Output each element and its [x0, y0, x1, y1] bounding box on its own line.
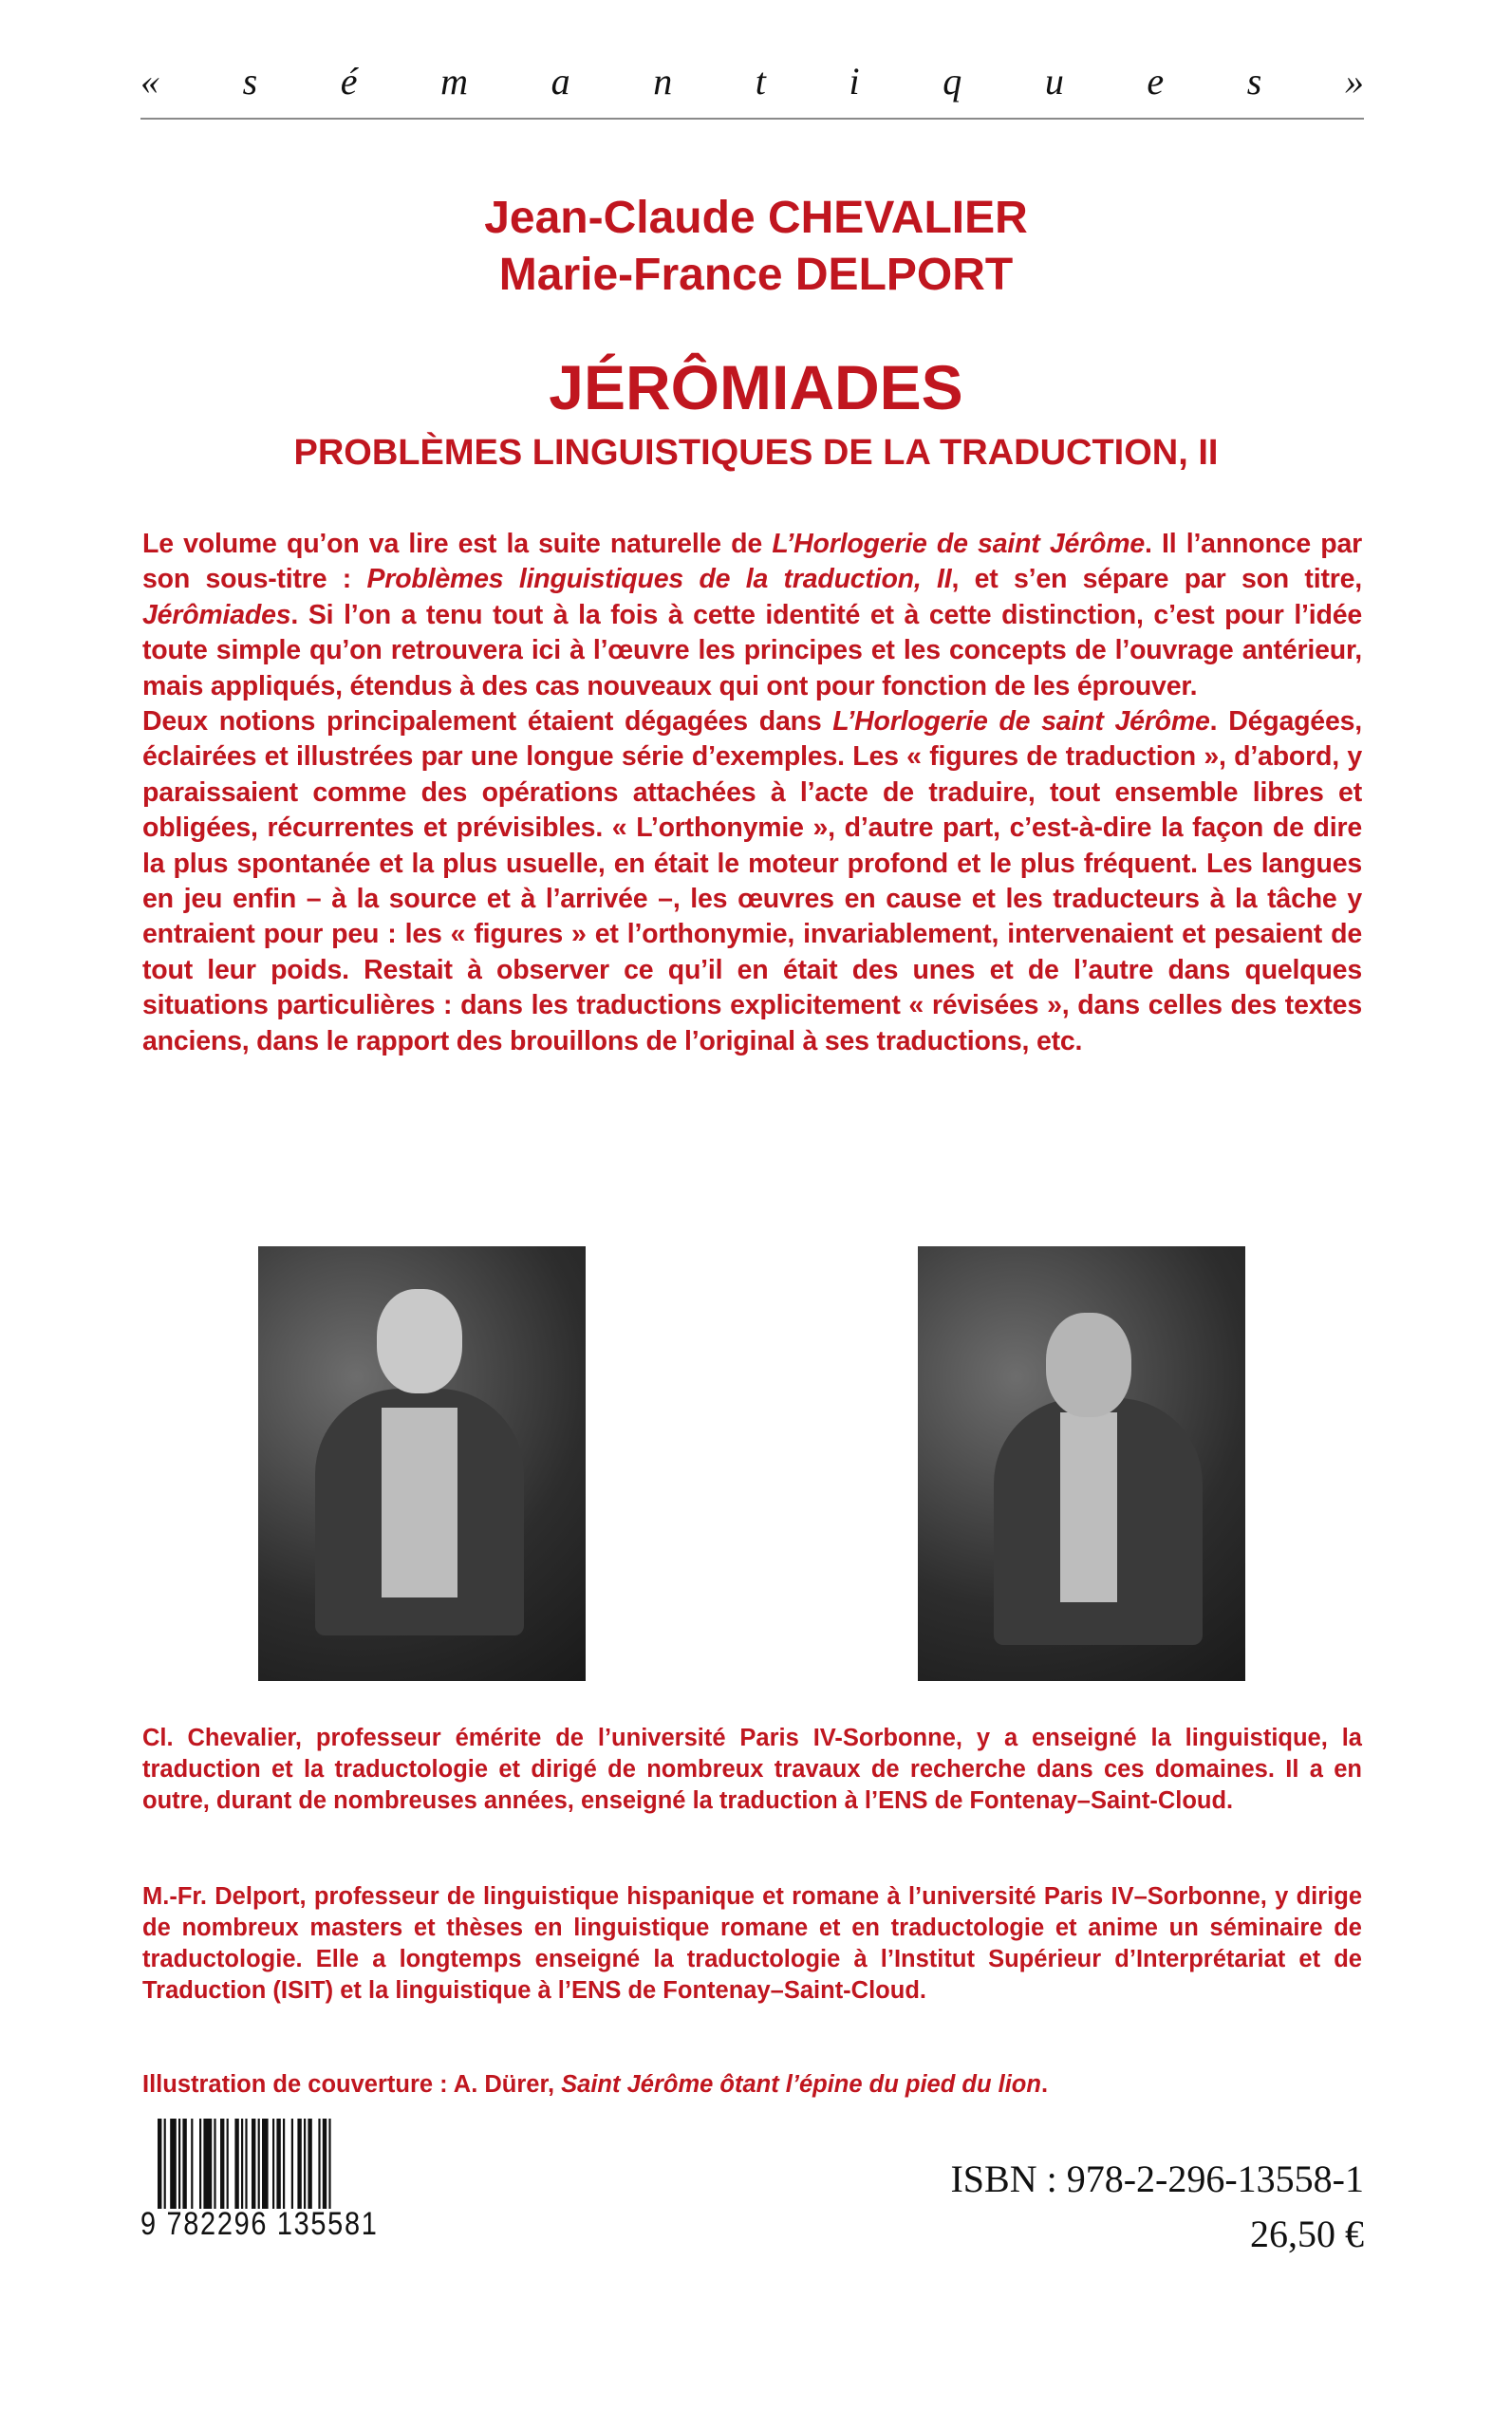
barcode-digits: 9 782296 135581	[140, 2206, 379, 2242]
barcode-bar	[323, 2119, 327, 2209]
blurb-title-ref: Problèmes linguistiques de la traduction, II	[366, 564, 952, 595]
barcode-bar	[252, 2119, 255, 2209]
series-letter: é	[340, 60, 358, 103]
barcode-bar	[178, 2119, 180, 2209]
barcode-bar	[297, 2119, 301, 2209]
blurb-text: . Si l’on a tenu tout à la fois à cette identité et à cette distinction, c’est pour l’idée toute simple qu’on retrouvera ici à l’œuvre les principes et les concepts de l’ouvrage antérieur, mais appliqués, étendus à des cas nouveaux qui ont pour fonction de les éprouver.	[142, 599, 1362, 701]
barcode-bar	[304, 2119, 306, 2209]
series-letter: a	[551, 60, 570, 103]
barcode-bar	[262, 2119, 269, 2209]
blurb-paragraph	[142, 704, 1362, 1059]
author-photo-chevalier	[258, 1246, 586, 1681]
author-2: Marie-France DELPORT	[498, 250, 1014, 300]
isbn: ISBN : 978-2-296-13558-1	[950, 2158, 1364, 2200]
blurb-title-ref: L’Horlogerie de saint Jérôme	[772, 529, 1146, 559]
cover-illustration-credit	[142, 2069, 1048, 2101]
credit-work: Saint Jérôme ôtant l’épine du pied du lion	[561, 2071, 1041, 2098]
blurb-text: Deux notions principalement étaient dégagées dans	[142, 706, 833, 738]
book-subtitle: PROBLÈMES LINGUISTIQUES DE LA TRADUCTION, II	[293, 433, 1219, 473]
blurb-title-ref: Jérômiades	[142, 599, 291, 630]
header-rule	[140, 118, 1364, 120]
barcode-bar	[191, 2119, 193, 2209]
series-letter: e	[1147, 60, 1165, 103]
barcode-bar	[308, 2119, 311, 2209]
barcode-bar	[182, 2119, 186, 2209]
bio-chevalier: Cl. Chevalier, professeur émérite de l’université Paris IV-Sorbonne, y a enseigné la linguistique, la traduction et la traductologie et dirigé de nombreux travaux de recherche dans ces domaines. Il a en outre, durant de nombreuses années, enseigné la traduction à l’ENS de Fontenay–Saint-Cloud.	[142, 1725, 1362, 1814]
price: 26,50 €	[1250, 2213, 1364, 2255]
series-letter: «	[140, 60, 159, 103]
series-letter: q	[943, 60, 962, 103]
blurb-text: Le volume qu’on va lire est la suite naturelle de	[142, 529, 773, 559]
barcode-bar	[199, 2119, 201, 2209]
series-title	[140, 59, 1364, 103]
credit-end: .	[1040, 2071, 1049, 2098]
series-letter: t	[755, 60, 766, 103]
author-photo-delport	[918, 1246, 1245, 1681]
blurb-text: , et s’en sépare par son titre,	[951, 564, 1362, 595]
barcode-bars	[140, 2119, 478, 2209]
barcode-bar	[283, 2119, 285, 2209]
barcode	[140, 2119, 478, 2240]
barcode-bar	[170, 2119, 177, 2209]
blurb	[142, 527, 1362, 1059]
barcode-bar	[328, 2119, 330, 2209]
barcode-bar	[272, 2119, 274, 2209]
blurb-text: . Dégagées, éclairées et illustrées par une longue série d’exemples. Les « figures de traduction », d’abord, y paraissaient comme des opérations attachées à l’acte de traduire, tout ensemble libres et obligées, récurrentes et prévisibles. « L’orthonymie », d’autre part, c’est-à-dire la façon de dire la plus spontanée et la plus usuelle, en était le moteur profond et le plus fréquent. Les langues en jeu enfin – à la source et à l’arrivée –, les œuvres en cause et les traducteurs à la tâche y entraient pour peu : les « figures » et l’orthonymie, invariablement, intervenaient et pesaient de tout leur poids. Restait à observer ce qu’il en était des unes et de l’autre dans quelques situations particulières : dans les traductions explicitement « révisées », dans celles des textes anciens, dans le rapport des brouillons de l’original à ses traductions, etc.	[142, 706, 1362, 1056]
barcode-bar	[203, 2119, 212, 2209]
barcode-bar	[164, 2119, 166, 2209]
author-1: Jean-Claude CHEVALIER	[484, 193, 1028, 243]
blurb-title-ref: L’Horlogerie de saint Jérôme	[832, 706, 1210, 738]
barcode-bar	[291, 2119, 293, 2209]
bio-delport: M.-Fr. Delport, professeur de linguistique hispanique et romane à l’université Paris IV–Sorbonne, y dirige de nombreux masters et thèses en linguistique romane et en traductologie et anime un séminaire de traductologie. Elle a longtemps enseigné la traductologie à l’Institut Supérieur d’Interprétariat et de Traduction (ISIT) et la linguistique à l’ENS de Fontenay–Saint-Cloud.	[142, 1883, 1362, 2004]
barcode-bar	[220, 2119, 224, 2209]
barcode-bar	[234, 2119, 238, 2209]
barcode-bar	[214, 2119, 215, 2209]
book-title: JÉRÔMIADES	[549, 352, 963, 422]
series-letter: s	[1246, 60, 1262, 103]
barcode-bar	[227, 2119, 229, 2209]
series-letter: n	[653, 60, 673, 103]
blurb-text: . Il l’annonce par son sous-titre :	[142, 529, 1362, 595]
barcode-bar	[158, 2119, 161, 2209]
blurb-paragraph	[142, 527, 1362, 704]
series-letter: s	[242, 60, 258, 103]
credit-label: Illustration de couverture : A. Dürer,	[142, 2071, 562, 2098]
barcode-bar	[276, 2119, 280, 2209]
series-letter: m	[440, 60, 469, 103]
series-letter: u	[1044, 60, 1064, 103]
barcode-bar	[318, 2119, 320, 2209]
barcode-bar	[245, 2119, 247, 2209]
barcode-bar	[241, 2119, 243, 2209]
series-letter: i	[849, 60, 860, 103]
barcode-bar	[258, 2119, 260, 2209]
authors	[0, 190, 1512, 304]
series-letter: »	[1344, 60, 1364, 103]
